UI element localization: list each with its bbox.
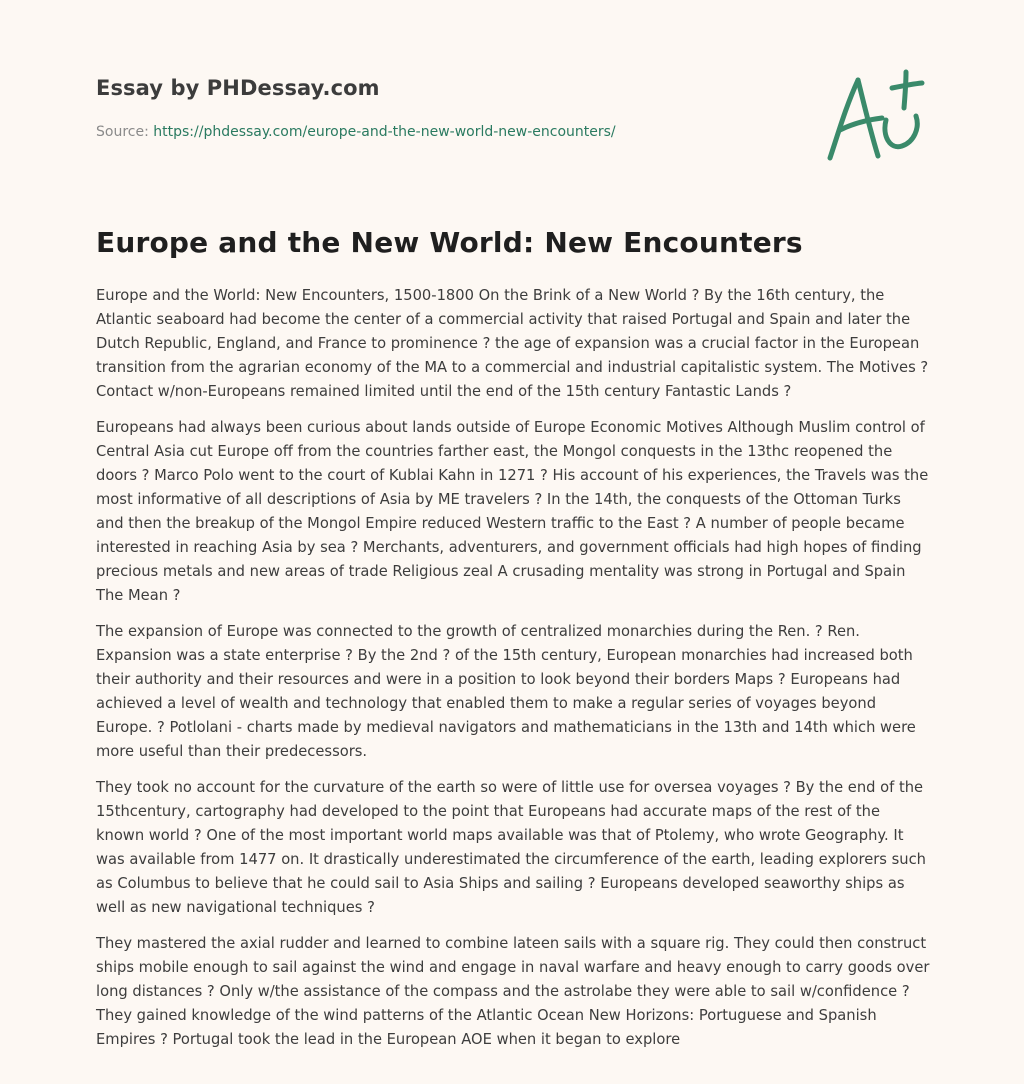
site-brand: Essay by PHDessay.com: [96, 76, 380, 100]
source-line: [96, 124, 616, 140]
paragraph: The expansion of Europe was connected to the growth of centralized monarchies during the Ren. ? Ren. Expansion was a state enterprise ? By the 2nd ? of the 15th century, European monarchies had increased both their authority and their resources and were in a position to look beyond their borders Maps ? Europeans had achieved a level of wealth and technology that enabled them to make a regular series of voyages beyond Europe. ? Potlolani - charts made by medieval navigators and mathematicians in the 13th and 14th which were more useful than their predecessors.: [96, 623, 916, 760]
paragraph: They mastered the axial rudder and learned to combine lateen sails with a square rig. They could then construct ships mobile enough to sail against the wind and engage in naval warfare and heavy enough to carry goods over long distances ? Only w/the assistance of the compass and the astrolabe they were able to sail w/confidence ? They gained knowledge of the wind patterns of the Atlantic Ocean New Horizons: Portuguese and Spanish Empires ? Portugal took the lead in the European AOE when it began to explore: [96, 935, 930, 1048]
source-label: Source:: [96, 124, 149, 140]
paragraph: Europe and the World: New Encounters, 1500-1800 On the Brink of a New World ? By the 16th century, the Atlantic seaboard had become the center of a commercial activity that raised Portugal and Spain and later the Dutch Republic, England, and France to prominence ? the age of expansion was a crucial factor in the European transition from the agrarian economy of the MA to a commercial and industrial capitalistic system. The Motives ? Contact w/non-Europeans remained limited until the end of the 15th century Fantastic Lands ?: [96, 287, 929, 400]
article-body: [96, 284, 932, 1064]
paragraph: They took no account for the curvature of the earth so were of little use for oversea voyages ? By the end of the 15thcentury, cartography had developed to the point that Europeans had accurate maps of the rest of the known world ? One of the most important world maps available was that of Ptolemy, who wrote Geography. It was available from 1477 on. It drastically underestimated the circumference of the earth, leading explorers such as Columbus to believe that he could sail to Asia Ships and sailing ? Europeans developed seaworthy ships as well as new navigational techniques ?: [96, 779, 926, 916]
source-link[interactable]: https://phdessay.com/europe-and-the-new-world-new-encounters/: [153, 124, 616, 140]
paragraph: Europeans had always been curious about lands outside of Europe Economic Motives Although Muslim control of Central Asia cut Europe off from the countries farther east, the Mongol conquests in the 13thc reopened the doors ? Marco Polo went to the court of Kublai Kahn in 1271 ? His account of his experiences, the Travels was the most informative of all descriptions of Asia by ME travelers ? In the 14th, the conquests of the Ottoman Turks and then the breakup of the Mongol Empire reduced Western traffic to the East ? A number of people became interested in reaching Asia by sea ? Merchants, adventurers, and government officials had high hopes of finding precious metals and new areas of trade Religious zeal A crusading mentality was strong in Portugal and Spain The Mean ?: [96, 419, 929, 604]
article-title: Europe and the New World: New Encounters: [96, 226, 803, 259]
a-plus-logo-icon: [820, 64, 930, 168]
